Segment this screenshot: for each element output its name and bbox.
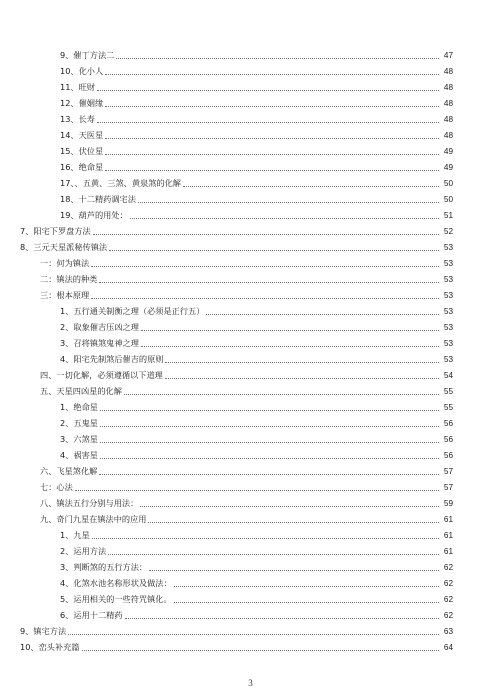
toc-entry-page: 57 (443, 467, 453, 476)
dot-leader (140, 506, 439, 507)
toc-entry-title: 3、六煞星 (60, 434, 98, 444)
toc-entry-title: 五、天星四凶星的化解 (40, 386, 122, 396)
toc-entry-page: 62 (443, 579, 453, 588)
toc-entry-title: 10、峦头补充篇 (20, 642, 80, 652)
dot-leader (141, 346, 439, 347)
toc-entry[interactable] (60, 114, 453, 125)
toc-entry-page: 50 (443, 179, 453, 188)
dot-leader (138, 202, 439, 203)
toc-entry[interactable] (60, 82, 453, 93)
dot-leader (183, 186, 439, 187)
toc-entry[interactable] (40, 498, 453, 509)
toc-entry[interactable] (60, 354, 453, 365)
toc-entry[interactable] (60, 578, 453, 589)
toc-entry-page: 62 (443, 563, 453, 572)
toc-entry[interactable] (60, 162, 453, 173)
toc-entry[interactable] (60, 306, 453, 317)
toc-entry[interactable] (60, 562, 453, 573)
toc-entry-title: 四、一切化解，必须遵循以下道理 (40, 370, 163, 380)
toc-entry-page: 50 (443, 195, 453, 204)
toc-entry-page: 49 (443, 147, 453, 156)
toc-entry[interactable] (60, 610, 453, 621)
page-number: 3 (248, 678, 253, 688)
toc-entry-title: 2、运用方法 (60, 546, 107, 556)
dot-leader (75, 490, 439, 491)
toc-entry-page: 53 (443, 323, 453, 332)
toc-entry[interactable] (60, 338, 453, 349)
toc-entry-title: 16、绝命星 (60, 162, 104, 172)
toc-entry[interactable] (40, 466, 453, 477)
toc-entry[interactable] (40, 386, 453, 397)
dot-leader (97, 122, 439, 123)
dot-leader (174, 602, 439, 603)
toc-entry-title: 5、运用相关的一些符咒镇化。 (60, 594, 172, 604)
dot-leader (97, 90, 439, 91)
toc-entry[interactable] (60, 146, 453, 157)
toc-entry-page: 55 (443, 403, 453, 412)
toc-entry-page: 48 (443, 115, 453, 124)
toc-entry-title: 六、飞星煞化解 (40, 466, 98, 476)
toc-entry[interactable] (60, 402, 453, 413)
toc-entry-title: 13、长寿 (60, 114, 95, 124)
toc-entry-title: 4、化煞水池名称形状及做法： (60, 578, 172, 588)
toc-entry-page: 53 (443, 243, 453, 252)
toc-entry-title: 3、召将镇煞鬼神之理 (60, 338, 139, 348)
toc-entry-title: 18、十二精药调宅法 (60, 194, 136, 204)
toc-entry[interactable] (60, 194, 453, 205)
toc-entry-page: 54 (443, 371, 453, 380)
dot-leader (105, 154, 439, 155)
toc-entry-page: 48 (443, 99, 453, 108)
toc-entry[interactable] (40, 274, 453, 285)
toc-entry[interactable] (40, 290, 453, 301)
toc-entry-title: 八、镇法五行分别与用法： (40, 498, 139, 508)
toc-entry-title: 九、奇门九星在镇法中的应用 (40, 514, 147, 524)
toc-entry-page: 57 (443, 483, 453, 492)
toc-entry[interactable] (60, 594, 453, 605)
toc-entry-title: 2、五鬼星 (60, 418, 98, 428)
toc-entry-title: 7、阳宅下罗盘方法 (20, 226, 91, 236)
toc-entry-title: 1、绝命星 (60, 402, 98, 412)
dot-leader (100, 442, 439, 443)
toc-entry[interactable] (40, 482, 453, 493)
toc-entry-page: 56 (443, 435, 453, 444)
toc-entry-page: 48 (443, 83, 453, 92)
toc-entry-page: 62 (443, 595, 453, 604)
dot-leader (149, 570, 439, 571)
toc-entry-page: 48 (443, 131, 453, 140)
dot-leader (82, 650, 439, 651)
toc-entry-title: 12、催姻缘 (60, 98, 104, 108)
dot-leader (93, 234, 439, 235)
toc-entry-page: 53 (443, 291, 453, 300)
dot-leader (99, 282, 439, 283)
dot-leader (206, 314, 439, 315)
toc-entry[interactable] (40, 370, 453, 381)
toc-entry-title: 14、天医星 (60, 130, 104, 140)
toc-entry-page: 59 (443, 499, 453, 508)
toc-entry-title: 6、运用十二精药 (60, 610, 123, 620)
dot-leader (99, 474, 439, 475)
toc-entry[interactable] (60, 178, 453, 189)
dot-leader (105, 106, 439, 107)
toc-entry[interactable] (60, 66, 453, 77)
toc-entry-page: 61 (443, 531, 453, 540)
toc-entry-title: 9、催丁方法二 (60, 50, 115, 60)
dot-leader (105, 74, 439, 75)
toc-entry-title: 19、葫芦的用处： (60, 210, 128, 220)
toc-entry[interactable] (20, 226, 453, 237)
toc-entry-title: 8、三元天星派秘传镇法 (20, 242, 108, 252)
dot-leader (100, 410, 439, 411)
dot-leader (100, 426, 439, 427)
toc-entry-page: 61 (443, 515, 453, 524)
toc-entry[interactable] (60, 322, 453, 333)
toc-entry-page: 61 (443, 547, 453, 556)
dot-leader (105, 170, 439, 171)
toc-entry-page: 53 (443, 259, 453, 268)
toc-entry-page: 56 (443, 451, 453, 460)
dot-leader (148, 522, 439, 523)
toc-entry-page: 64 (443, 643, 453, 652)
toc-entry-title: 11、旺财 (60, 82, 95, 92)
toc-entry-page: 51 (443, 211, 453, 220)
toc-entry[interactable] (60, 130, 453, 141)
toc-entry-page: 63 (443, 627, 453, 636)
toc-entry-title: 1、五行通关制衡之理（必须是正行五） (60, 306, 205, 316)
toc-entry[interactable] (40, 258, 453, 269)
toc-entry[interactable] (60, 546, 453, 557)
toc-entry-title: 15、伏位星 (60, 146, 104, 156)
toc-entry-title: 一：何为镇法 (40, 258, 90, 268)
toc-entry-title: 二：镇法的种类 (40, 274, 98, 284)
dot-leader (91, 266, 439, 267)
toc-entry[interactable] (60, 50, 453, 61)
toc-entry-page: 53 (443, 307, 453, 316)
toc-entry[interactable] (40, 514, 453, 525)
toc-entry-title: 三：根本原理 (40, 290, 90, 300)
toc-entry[interactable] (60, 418, 453, 429)
toc-entry-page: 53 (443, 275, 453, 284)
toc-entry[interactable] (60, 98, 453, 109)
toc-entry[interactable] (20, 642, 453, 653)
dot-leader (92, 538, 439, 539)
dot-leader (91, 298, 439, 299)
toc-entry-page: 55 (443, 387, 453, 396)
dot-leader (124, 394, 439, 395)
dot-leader (68, 634, 439, 635)
toc-entry-page: 53 (443, 339, 453, 348)
toc-entry-title: 2、取象催吉压凶之理 (60, 322, 139, 332)
dot-leader (100, 458, 439, 459)
toc-entry-title: 4、阳宅先制煞后催吉的原则 (60, 354, 164, 364)
toc-entry[interactable] (60, 450, 453, 461)
dot-leader (116, 58, 439, 59)
toc-entry[interactable] (20, 626, 453, 637)
toc-entry-page: 53 (443, 355, 453, 364)
toc-entry-title: 1、九星 (60, 530, 90, 540)
toc-entry[interactable] (60, 530, 453, 541)
dot-leader (109, 250, 439, 251)
toc-entry-title: 3、判断煞的五行方法： (60, 562, 148, 572)
toc-entry-page: 48 (443, 67, 453, 76)
toc-entry-page: 52 (443, 227, 453, 236)
toc-entry-title: 10、化小人 (60, 66, 104, 76)
toc-entry-page: 62 (443, 611, 453, 620)
toc-entry[interactable] (60, 434, 453, 445)
toc-entry[interactable] (20, 242, 453, 253)
toc-entry-title: 七：心法 (40, 482, 73, 492)
dot-leader (108, 554, 439, 555)
toc-entry[interactable] (60, 210, 453, 221)
dot-leader (130, 218, 439, 219)
toc-entry-page: 56 (443, 419, 453, 428)
toc-entry-page: 49 (443, 163, 453, 172)
toc-entry-title: 4、祸害星 (60, 450, 98, 460)
dot-leader (105, 138, 439, 139)
toc-entry-title: 9、镇宅方法 (20, 626, 67, 636)
toc-entry-title: 17、、五黄、三煞、黄泉煞的化解 (60, 178, 181, 188)
toc-entry-page: 47 (443, 51, 453, 60)
dot-leader (165, 378, 439, 379)
dot-leader (165, 362, 439, 363)
dot-leader (141, 330, 439, 331)
dot-leader (174, 586, 439, 587)
dot-leader (125, 618, 439, 619)
